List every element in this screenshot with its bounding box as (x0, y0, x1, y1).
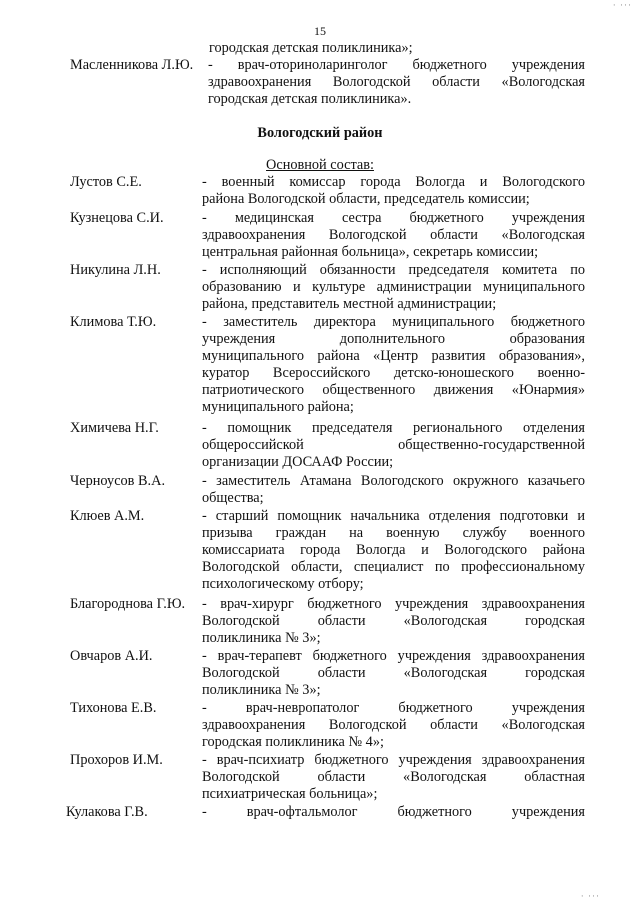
description-line: психологическому отбору; (202, 576, 364, 592)
description-line: патриотического общественного движения «Юнармия» (202, 382, 585, 398)
description-line: района Вологодской области, председатель комиссии; (202, 191, 530, 207)
member-description (202, 174, 585, 208)
description-line: - заместитель директора муниципального бюджетного (202, 314, 585, 330)
description-line: - заместитель Атамана Вологодского окружного казачьего (202, 473, 585, 489)
description-line: - военный комиссар города Вологда и Вологодского (202, 174, 585, 190)
subheading-text: Основной состав: (266, 157, 374, 173)
member-description (202, 473, 585, 507)
description-line: - врач-невропатолог бюджетного учреждения (202, 700, 585, 716)
description-line: - старший помощник начальника отделения подготовки и (202, 508, 585, 524)
description-line: призыва граждан на военную службу военного (202, 525, 585, 541)
description-line: - врач-офтальмолог бюджетного учреждения (202, 804, 585, 820)
description-line: психиатрическая больница»; (202, 786, 378, 802)
member-description (202, 314, 585, 416)
description-line: - врач-терапевт бюджетного учреждения здравоохранения (202, 648, 585, 664)
member-name: Химичева Н.Г. (70, 420, 159, 436)
member-name: Масленникова Л.Ю. (70, 57, 194, 73)
member-name: Овчаров А.И. (70, 648, 153, 664)
description-line: - врач-хирург бюджетного учреждения здравоохранения (202, 596, 585, 612)
description-line: здравоохранения Вологодской области «Вологодская (202, 717, 585, 733)
member-name: Клюев А.М. (70, 508, 145, 524)
description-line: центральная районная больница», секретарь комиссии; (202, 244, 539, 260)
description-line: городская детская поликлиника». (208, 91, 412, 107)
continuation-line: городская детская поликлиника»; (209, 40, 413, 56)
member-description (202, 700, 585, 751)
page-number: 15 (314, 24, 326, 38)
description-line: - помощник председателя регионального отделения (202, 420, 585, 436)
description-line: муниципального района; (202, 399, 354, 415)
member-name: Никулина Л.Н. (70, 262, 161, 278)
description-line: Вологодской области «Вологодская областная (202, 769, 585, 785)
description-line: куратор Всероссийского детско-юношеского военно- (202, 365, 585, 381)
description-line: общероссийской общественно-государственной (202, 437, 585, 453)
section-title: Вологодский район (257, 125, 383, 141)
description-line: поликлиника № 3»; (202, 630, 321, 646)
member-name: Прохоров И.М. (70, 752, 163, 768)
member-description (202, 596, 585, 647)
subheading (0, 157, 640, 174)
member-name: Тихонова Е.В. (70, 700, 157, 716)
description-line: поликлиника № 3»; (202, 682, 321, 698)
member-name: Черноусов В.А. (70, 473, 166, 489)
description-line: здравоохранения Вологодской области «Вологодская (202, 227, 585, 243)
member-description (202, 508, 585, 593)
description-line: - медицинская сестра бюджетного учреждения (202, 210, 585, 226)
description-line: учреждения дополнительного образования (202, 331, 585, 347)
member-description (208, 57, 585, 108)
member-name: Климова Т.Ю. (70, 314, 157, 330)
description-line: здравоохранения Вологодской области «Вологодская (208, 74, 585, 90)
description-line: Вологодской области «Вологодская городская (202, 613, 585, 629)
member-name: Благороднова Г.Ю. (70, 596, 186, 612)
member-description (202, 210, 585, 261)
description-line: района, представитель местной администрации; (202, 296, 497, 312)
description-line: образованию и культуре администрации муниципального (202, 279, 585, 295)
description-line: - врач-оториноларинголог бюджетного учреждения (208, 57, 585, 73)
member-description (202, 804, 585, 821)
description-line: Вологодской области, специалист по профессиональному (202, 559, 585, 575)
description-line: - врач-психиатр бюджетного учреждения здравоохранения (202, 752, 585, 768)
description-line: Вологодской области «Вологодская городская (202, 665, 585, 681)
member-description (202, 420, 585, 471)
description-line: - исполняющий обязанности председателя комитета по (202, 262, 585, 278)
member-name: Кузнецова С.И. (70, 210, 164, 226)
scan-mark-top: · ··· (612, 0, 632, 10)
description-line: общества; (202, 490, 264, 506)
description-line: городская поликлиника № 4»; (202, 734, 384, 750)
member-name: Кулакова Г.В. (66, 804, 148, 820)
description-line: муниципального района «Центр развития образования», (202, 348, 585, 364)
member-description (202, 262, 585, 313)
member-description (202, 752, 585, 803)
scan-mark-bottom: · ··· (580, 891, 600, 901)
description-line: комиссариата города Вологда и Вологодского района (202, 542, 585, 558)
member-description (202, 648, 585, 699)
member-name: Лустов С.Е. (70, 174, 142, 190)
description-line: организации ДОСААФ России; (202, 454, 394, 470)
